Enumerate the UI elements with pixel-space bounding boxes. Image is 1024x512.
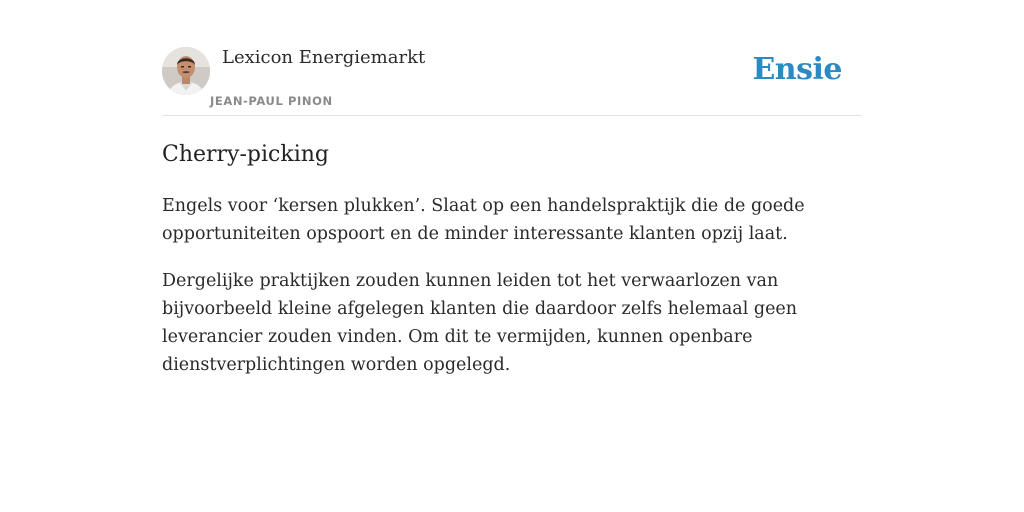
author-name[interactable]: JEAN-PAUL PINON — [210, 94, 333, 108]
lexicon-header — [162, 0, 862, 116]
page-container — [162, 0, 862, 512]
author-avatar[interactable] — [162, 47, 210, 95]
entry-paragraph: Dergelijke praktijken zouden kunnen leiden tot het verwaarlozen van bijvoorbeeld kleine afgelegen klanten die daardoor zelfs helemaal geen leverancier zouden vinden. Om dit te vermijden, kunnen openbare dienstverplichtingen worden opgelegd. — [162, 271, 798, 375]
lexicon-title-link[interactable]: Lexicon Energiemarkt — [222, 47, 426, 68]
entry-title: Cherry-picking — [162, 142, 329, 167]
ensie-logo[interactable]: Ensie — [752, 52, 842, 87]
author-photo-icon — [162, 47, 210, 95]
entry-paragraph: Engels voor ‘kersen plukken’. Slaat op een handelspraktijk die de goede opportuniteiten opspoort en de minder interessante klanten opzij laat. — [162, 196, 805, 244]
